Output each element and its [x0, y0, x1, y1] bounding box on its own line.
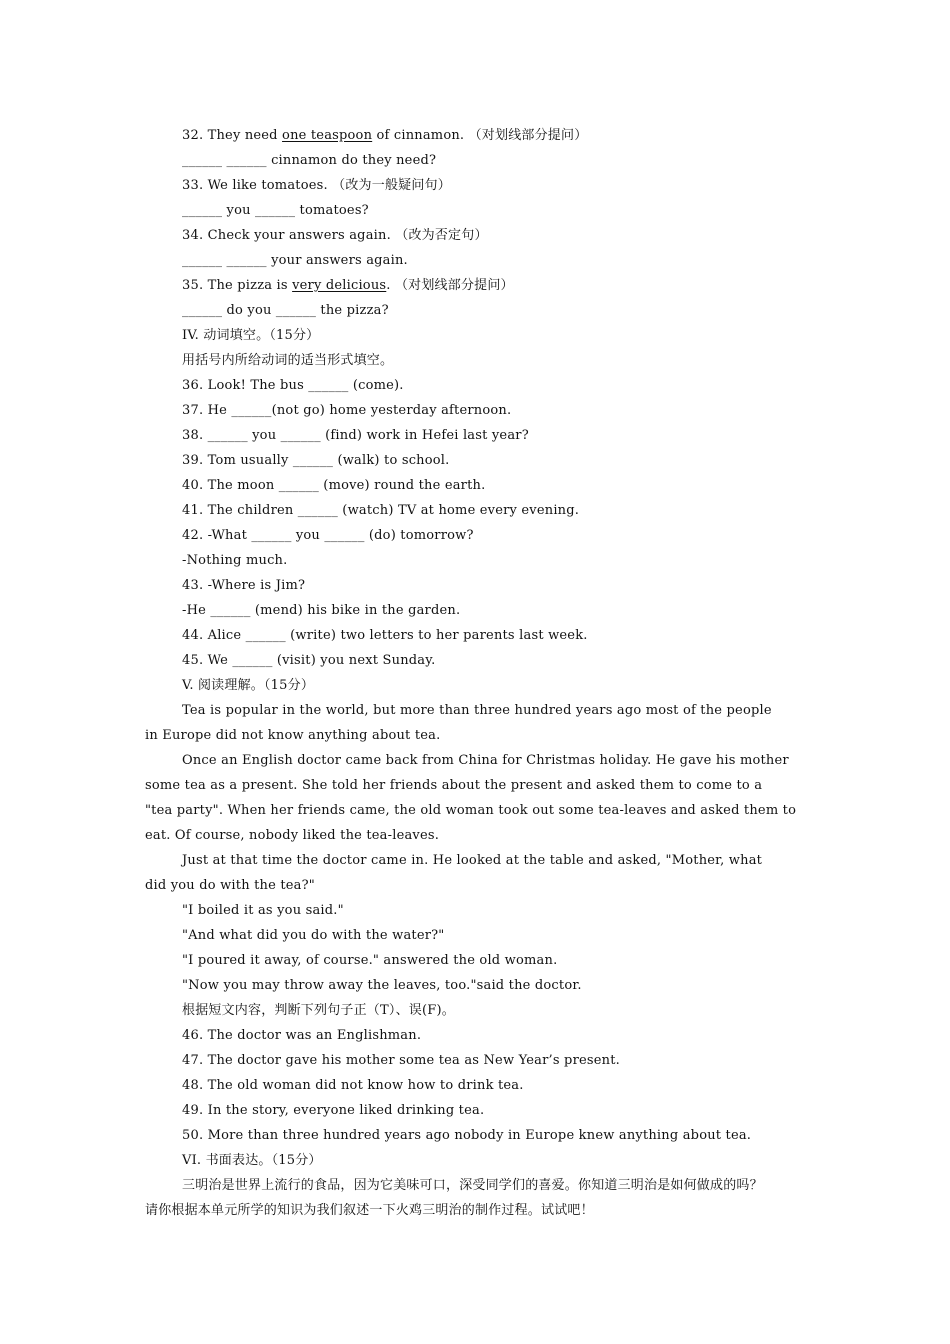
question-33: 33. We like tomatoes. （改为一般疑问句） — [182, 178, 451, 193]
section-4-heading: IV. 动词填空。（15分） — [182, 328, 320, 343]
passage-line: "I poured it away, of course." answered the old woman. — [182, 953, 558, 968]
passage-line: "Now you may throw away the leaves, too."said the doctor. — [182, 978, 582, 993]
passage-line: Just at that time the doctor came in. He looked at the table and asked, "Mother, what — [182, 853, 763, 868]
question-41: 41. The children ______ (watch) TV at home every evening. — [182, 503, 580, 518]
question-37: 37. He ______(not go) home yesterday afternoon. — [182, 403, 512, 418]
question-45: 45. We ______ (visit) you next Sunday. — [182, 653, 436, 668]
passage-line: eat. Of course, nobody liked the tea-leaves. — [145, 828, 440, 843]
passage-line: Once an English doctor came back from China for Christmas holiday. He gave his mother — [182, 753, 789, 768]
question-36: 36. Look! The bus ______ (come). — [182, 378, 404, 393]
question-34: 34. Check your answers again. （改为否定句） — [182, 228, 488, 243]
question-39: 39. Tom usually ______ (walk) to school. — [182, 453, 450, 468]
dialogue-line: -Nothing much. — [182, 553, 288, 568]
statement-50: 50. More than three hundred years ago nobody in Europe knew anything about tea. — [182, 1128, 752, 1143]
underlined-phrase: very delicious — [292, 278, 387, 293]
section-5-heading: V. 阅读理解。（15分） — [182, 678, 315, 693]
dialogue-line: -He ______ (mend) his bike in the garden. — [182, 603, 461, 618]
answer-line-32: ______ ______ cinnamon do they need? — [182, 153, 437, 168]
question-44: 44. Alice ______ (write) two letters to her parents last week. — [182, 628, 588, 643]
passage-line: in Europe did not know anything about tea. — [145, 728, 441, 743]
question-42: 42. -What ______ you ______ (do) tomorrow? — [182, 528, 474, 543]
passage-line: did you do with the tea?" — [145, 878, 315, 893]
question-35: 35. The pizza is very delicious. （对划线部分提问） — [182, 278, 514, 293]
question-38: 38. ______ you ______ (find) work in Hefei last year? — [182, 428, 529, 443]
statement-48: 48. The old woman did not know how to drink tea. — [182, 1078, 524, 1093]
section-5-instruction: 根据短文内容，判断下列句子正（T）、误(F)。 — [182, 1003, 455, 1018]
statement-49: 49. In the story, everyone liked drinking tea. — [182, 1103, 485, 1118]
passage-line: "I boiled it as you said." — [182, 903, 344, 918]
passage-line: some tea as a present. She told her friends about the present and asked them to come to a — [145, 778, 763, 793]
answer-line-34: ______ ______ your answers again. — [182, 253, 408, 268]
underlined-phrase: one teaspoon — [282, 128, 373, 143]
passage-line: "tea party". When her friends came, the old woman took out some tea-leaves and asked them to — [145, 803, 797, 818]
answer-line-33: ______ you ______ tomatoes? — [182, 203, 369, 218]
passage-line: "And what did you do with the water?" — [182, 928, 445, 943]
passage-line: Tea is popular in the world, but more than three hundred years ago most of the people — [182, 703, 772, 718]
question-32: 32. They need one teaspoon of cinnamon. （对划线部分提问） — [182, 128, 588, 143]
question-43: 43. -Where is Jim? — [182, 578, 306, 593]
question-40: 40. The moon ______ (move) round the earth. — [182, 478, 486, 493]
writing-prompt: 三明治是世界上流行的食品，因为它美味可口，深受同学们的喜爱。你知道三明治是如何做成的吗？ — [182, 1178, 763, 1193]
answer-line-35: ______ do you ______ the pizza? — [182, 303, 389, 318]
section-4-instruction: 用括号内所给动词的适当形式填空。 — [182, 353, 394, 368]
statement-47: 47. The doctor gave his mother some tea as New Year’s present. — [182, 1053, 620, 1068]
statement-46: 46. The doctor was an Englishman. — [182, 1028, 422, 1043]
section-6-heading: VI. 书面表达。（15分） — [182, 1153, 322, 1168]
writing-prompt: 请你根据本单元所学的知识为我们叙述一下火鸡三明治的制作过程。试试吧！ — [145, 1203, 594, 1218]
